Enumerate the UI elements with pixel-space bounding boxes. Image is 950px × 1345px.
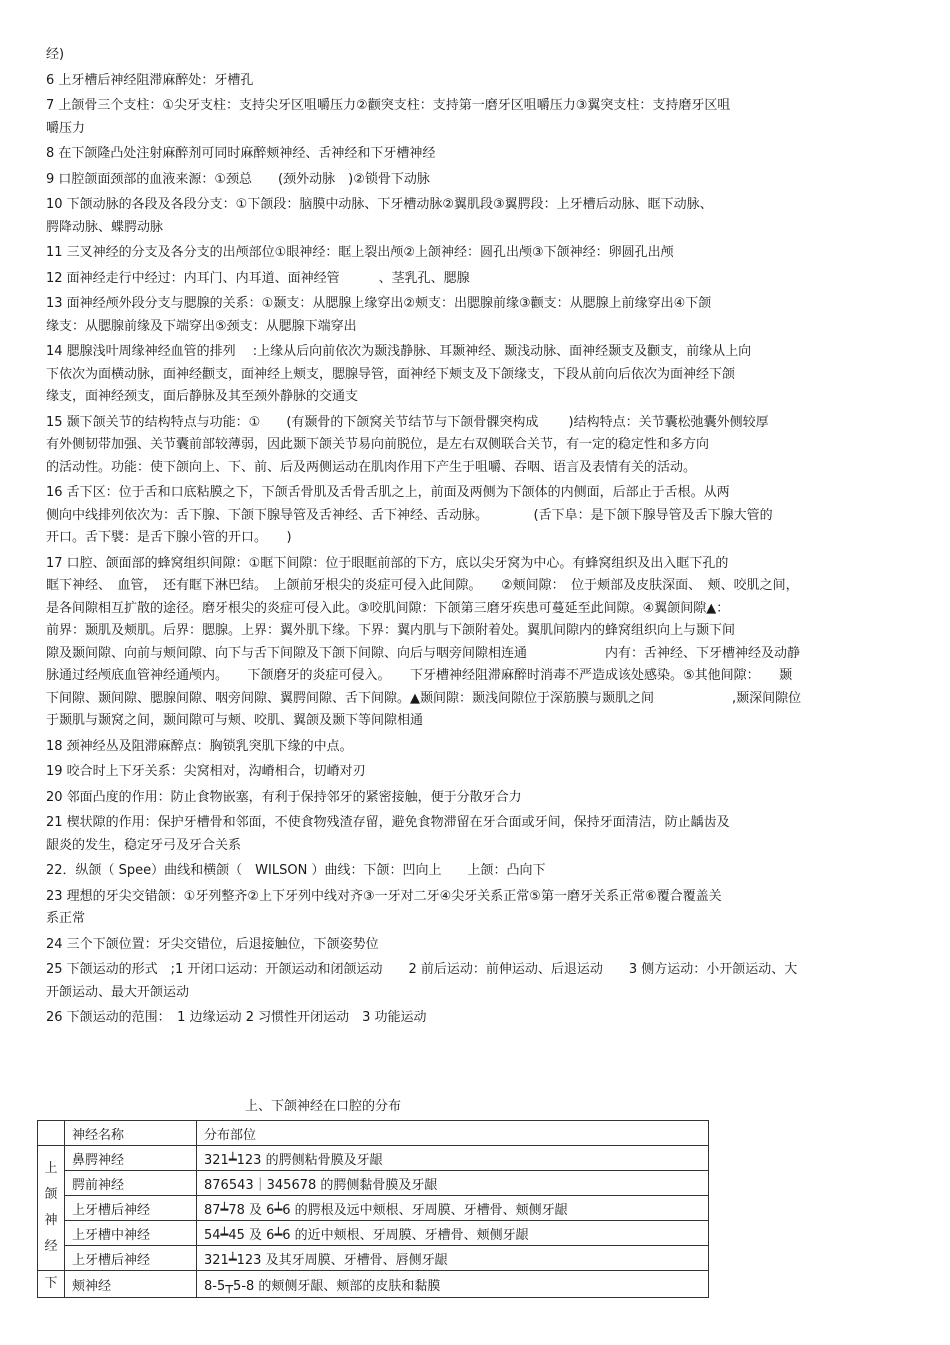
para-7 [46, 95, 926, 140]
table-caption: 上、下颌神经在口腔的分布 [245, 1099, 402, 1114]
text-line: 10 下颌动脉的各段及各段分支：①下颌段：脑膜中动脉、下牙槽动脉②翼肌段③翼腭段：上牙槽后动脉、眶下动脉、 [46, 197, 713, 212]
para-26 [46, 1007, 926, 1030]
text-line: 经) [46, 47, 65, 62]
para-14 [46, 341, 926, 409]
text-line: 23 理想的牙尖交错颌：①牙列整齐②上下牙列中线对齐③一牙对二牙④尖牙关系正常⑤第一磨牙关系正常⑥覆合覆盖关 [46, 888, 722, 904]
nerve-name-cell: 腭前神经 [65, 1171, 197, 1196]
text-line: 嚼压力 [46, 120, 86, 136]
text-line: 开口。舌下襞：是舌下腺小管的开口。 ) [46, 530, 292, 545]
text-line: 脉通过经颅底血管神经通颅内。 下颌磨牙的炎症可侵入。 下牙槽神经阻滞麻醉时消毒不严造成该处感染。⑤其他间隙： 颞 [46, 668, 793, 683]
group-header-cell [38, 1121, 65, 1146]
text-line: 8 在下颌隆凸处注射麻醉剂可同时麻醉颊神经、舌神经和下牙槽神经 [46, 146, 436, 161]
para-25 [46, 959, 926, 1004]
text-line: 26 下颌运动的范围： 1 边缘运动 2 习惯性开闭运动 3 功能运动 [46, 1010, 427, 1025]
text-line: 有外侧韧带加强、关节囊前部较薄弱，因此颞下颌关节易向前脱位，是左右双侧联合关节，有一定的稳定性和多方向 [46, 437, 710, 452]
text-line: 6 上牙槽后神经阻滞麻醉处：牙槽孔 [46, 72, 254, 88]
para-12 [46, 268, 926, 291]
distribution-cell: 87┷78 及 6┷6 的腭根及远中颊根、牙周膜、牙槽骨、颊侧牙龈 [197, 1196, 709, 1221]
text-line: 20 邻面凸度的作用：防止食物嵌塞，有利于保持邻牙的紧密接触，便于分散牙合力 [46, 789, 522, 805]
group-label-upper-jaw-nerve [38, 1146, 65, 1271]
nerve-name-cell: 上牙槽中神经 [65, 1221, 197, 1246]
para-18 [46, 736, 926, 759]
text-line: 是各间隙相互扩散的途径。磨牙根尖的炎症可侵入此。③咬肌间隙：下颌第三磨牙疾患可蔓延至此间隙。④翼颌间隙▲： [46, 600, 730, 616]
para-continuation [46, 44, 926, 67]
table-row [38, 1146, 709, 1171]
distribution-cell: 321┷123 的腭侧粘骨膜及牙龈 [197, 1146, 709, 1171]
distribution-cell: 54┷45 及 6┷6 的近中颊根、牙周膜、牙槽骨、颊侧牙龈 [197, 1221, 709, 1246]
table-row [38, 1171, 709, 1196]
text-line: 22．纵颌（ Spee）曲线和横颌（ WILSON ）曲线：下颌：凹向上 上颌：凸向下 [46, 863, 546, 878]
table-row [38, 1196, 709, 1221]
text-line: 下间隙、颞间隙、腮腺间隙、咽旁间隙、翼腭间隙、舌下间隙。▲颞间隙：颞浅间隙位于深筋膜与颞肌之间 ,颞深间隙位 [46, 690, 802, 706]
text-line: 系正常 [46, 911, 86, 926]
group-char: 神 [44, 1213, 58, 1228]
text-line: 侧向中线排列依次为：舌下腺、下颌下腺导管及舌神经、舌下神经、舌动脉。 (舌下阜：是下颌下腺导管及舌下腺大管的 [46, 507, 773, 523]
text-line: 龈炎的发生，稳定牙弓及牙合关系 [46, 837, 242, 853]
para-6 [46, 70, 926, 93]
nerve-name-cell: 上牙槽后神经 [65, 1196, 197, 1221]
text-line: 19 咬合时上下牙关系：尖窝相对，沟嵴相合，切嵴对刃 [46, 764, 366, 779]
distribution-cell: 321┷123 及其牙周膜、牙槽骨、唇侧牙龈 [197, 1246, 709, 1271]
text-line: 25 下颌运动的形式 ;1 开闭口运动：开颌运动和闭颌运动 2 前后运动：前伸运动、后退运动 3 侧方运动：小开颌运动、大 [46, 962, 798, 977]
group-label-lower-jaw: 下 [38, 1271, 65, 1298]
para-11 [46, 242, 926, 265]
para-17 [46, 553, 926, 733]
text-line: 腭降动脉、蝶腭动脉 [46, 219, 164, 235]
text-line: 18 颈神经丛及阻滞麻醉点：胸锁乳突肌下缘的中点。 [46, 738, 353, 754]
nerve-name-cell: 上牙槽后神经 [65, 1246, 197, 1271]
text-line: 13 面神经颅外段分支与腮腺的关系：①颞支：从腮腺上缘穿出②颊支：出腮腺前缘③颧支：从腮腺上前缘穿出④下颌 [46, 296, 712, 311]
text-line: 前界：颞肌及颊肌。后界：腮腺。上界：翼外肌下缘。下界：翼内肌与下颌附着处。翼肌间隙内的蜂窝组织向上与颞下间 [46, 623, 736, 638]
para-15 [46, 412, 926, 480]
text-line: 眶下神经、 血管， 还有眶下淋巴结。 上颌前牙根尖的炎症可侵入此间隙。 ②颊间隙： 位于颊部及皮肤深面、 颊、咬肌之间， [46, 578, 799, 593]
distribution-cell: 8-5┬5-8 的颊侧牙龈、颊部的皮肤和黏膜 [197, 1271, 709, 1298]
table-row [38, 1246, 709, 1271]
distribution-cell: 876543｜345678 的腭侧黏骨膜及牙龈 [197, 1171, 709, 1196]
para-10 [46, 194, 926, 239]
group-char: 颌 [44, 1187, 58, 1202]
para-19 [46, 761, 926, 784]
para-16 [46, 482, 926, 550]
text-line: 15 颞下颌关节的结构特点与功能：① (有颞骨的下颌窝关节结节与下颌骨髁突构成 )结构特点：关节囊松弛囊外侧较厚 [46, 414, 769, 430]
text-line: 于颞肌与颞窝之间，颞间隙可与颊、咬肌、翼颌及颞下等间隙相通 [46, 713, 424, 728]
para-21 [46, 812, 926, 857]
text-line: 缘支，面神经颈支，面后静脉及其至颈外静脉的交通支 [46, 389, 359, 404]
text-line: 14 腮腺浅叶周缘神经血管的排列 :上缘从后向前依次为颞浅静脉、耳颞神经、颞浅动脉、面神经颞支及颧支，前缘从上向 [46, 344, 752, 359]
para-13 [46, 293, 926, 338]
text-line: 缘支：从腮腺前缘及下端穿出⑤颈支：从腮腺下端穿出 [46, 318, 357, 334]
text-line: 开颌运动、最大开颌运动 [46, 984, 190, 1000]
table-row [38, 1271, 709, 1298]
group-char: 上 [44, 1161, 58, 1176]
para-9 [46, 169, 926, 192]
text-line: 12 面神经走行中经过：内耳门、内耳道、面神经管 、茎乳孔、腮腺 [46, 270, 470, 286]
text-line: 17 口腔、颌面部的蜂窝组织间隙：①眶下间隙：位于眼眶前部的下方，底以尖牙窝为中心。有蜂窝组织及出入眶下孔的 [46, 555, 729, 571]
table-header-row [38, 1121, 709, 1146]
nerve-name-cell: 鼻腭神经 [65, 1146, 197, 1171]
text-line: 24 三个下颌位置：牙尖交错位，后退接触位，下颌姿势位 [46, 936, 379, 952]
table-row [38, 1221, 709, 1246]
text-line: 11 三叉神经的分支及各分支的出颅部位①眼神经：眶上裂出颅②上颌神经：圆孔出颅③下颌神经：卵圆孔出颅 [46, 245, 674, 260]
column-header-nerve-name: 神经名称 [65, 1121, 197, 1146]
para-24 [46, 934, 926, 957]
text-line: 16 舌下区：位于舌和口底粘膜之下，下颌舌骨肌及舌骨舌肌之上，前面及两侧为下颌体的内侧面，后部止于舌根。从两 [46, 485, 730, 500]
nerve-distribution-table [37, 1120, 709, 1298]
nerve-name-cell: 颊神经 [65, 1271, 197, 1298]
group-char: 经 [44, 1239, 58, 1254]
text-line: 的活动性。功能：使下颌向上、下、前、后及两侧运动在肌肉作用下产生于咀嚼、吞咽、语言及表情有关的活动。 [46, 459, 697, 475]
text-line: 隙及颞间隙、向前与颊间隙、向下与舌下间隙及下颌下间隙、向后与咽旁间隙相连通 内有：舌神经、下牙槽神经及动静 [46, 645, 801, 661]
text-line: 9 口腔颌面颈部的血液来源：①颈总 (颈外动脉 )②锁骨下动脉 [46, 171, 430, 187]
column-header-distribution: 分布部位 [197, 1121, 709, 1146]
para-20 [46, 787, 926, 810]
document-body [46, 44, 926, 1033]
para-22 [46, 860, 926, 883]
text-line: 下依次为面横动脉，面神经颧支，面神经上颊支，腮腺导管，面神经下颊支及下颌缘支，下段从前向后依次为面神经下颌 [46, 366, 736, 382]
text-line: 7 上颌骨三个支柱：①尖牙支柱：支持尖牙区咀嚼压力②颧突支柱：支持第一磨牙区咀嚼压力③翼突支柱：支持磨牙区咀 [46, 98, 731, 113]
para-8 [46, 143, 926, 166]
para-23 [46, 886, 926, 931]
text-line: 21 楔状隙的作用：保护牙槽骨和邻面，不使食物残渣存留，避免食物滞留在牙合面或牙间，保持牙面清洁，防止龋齿及 [46, 815, 730, 830]
